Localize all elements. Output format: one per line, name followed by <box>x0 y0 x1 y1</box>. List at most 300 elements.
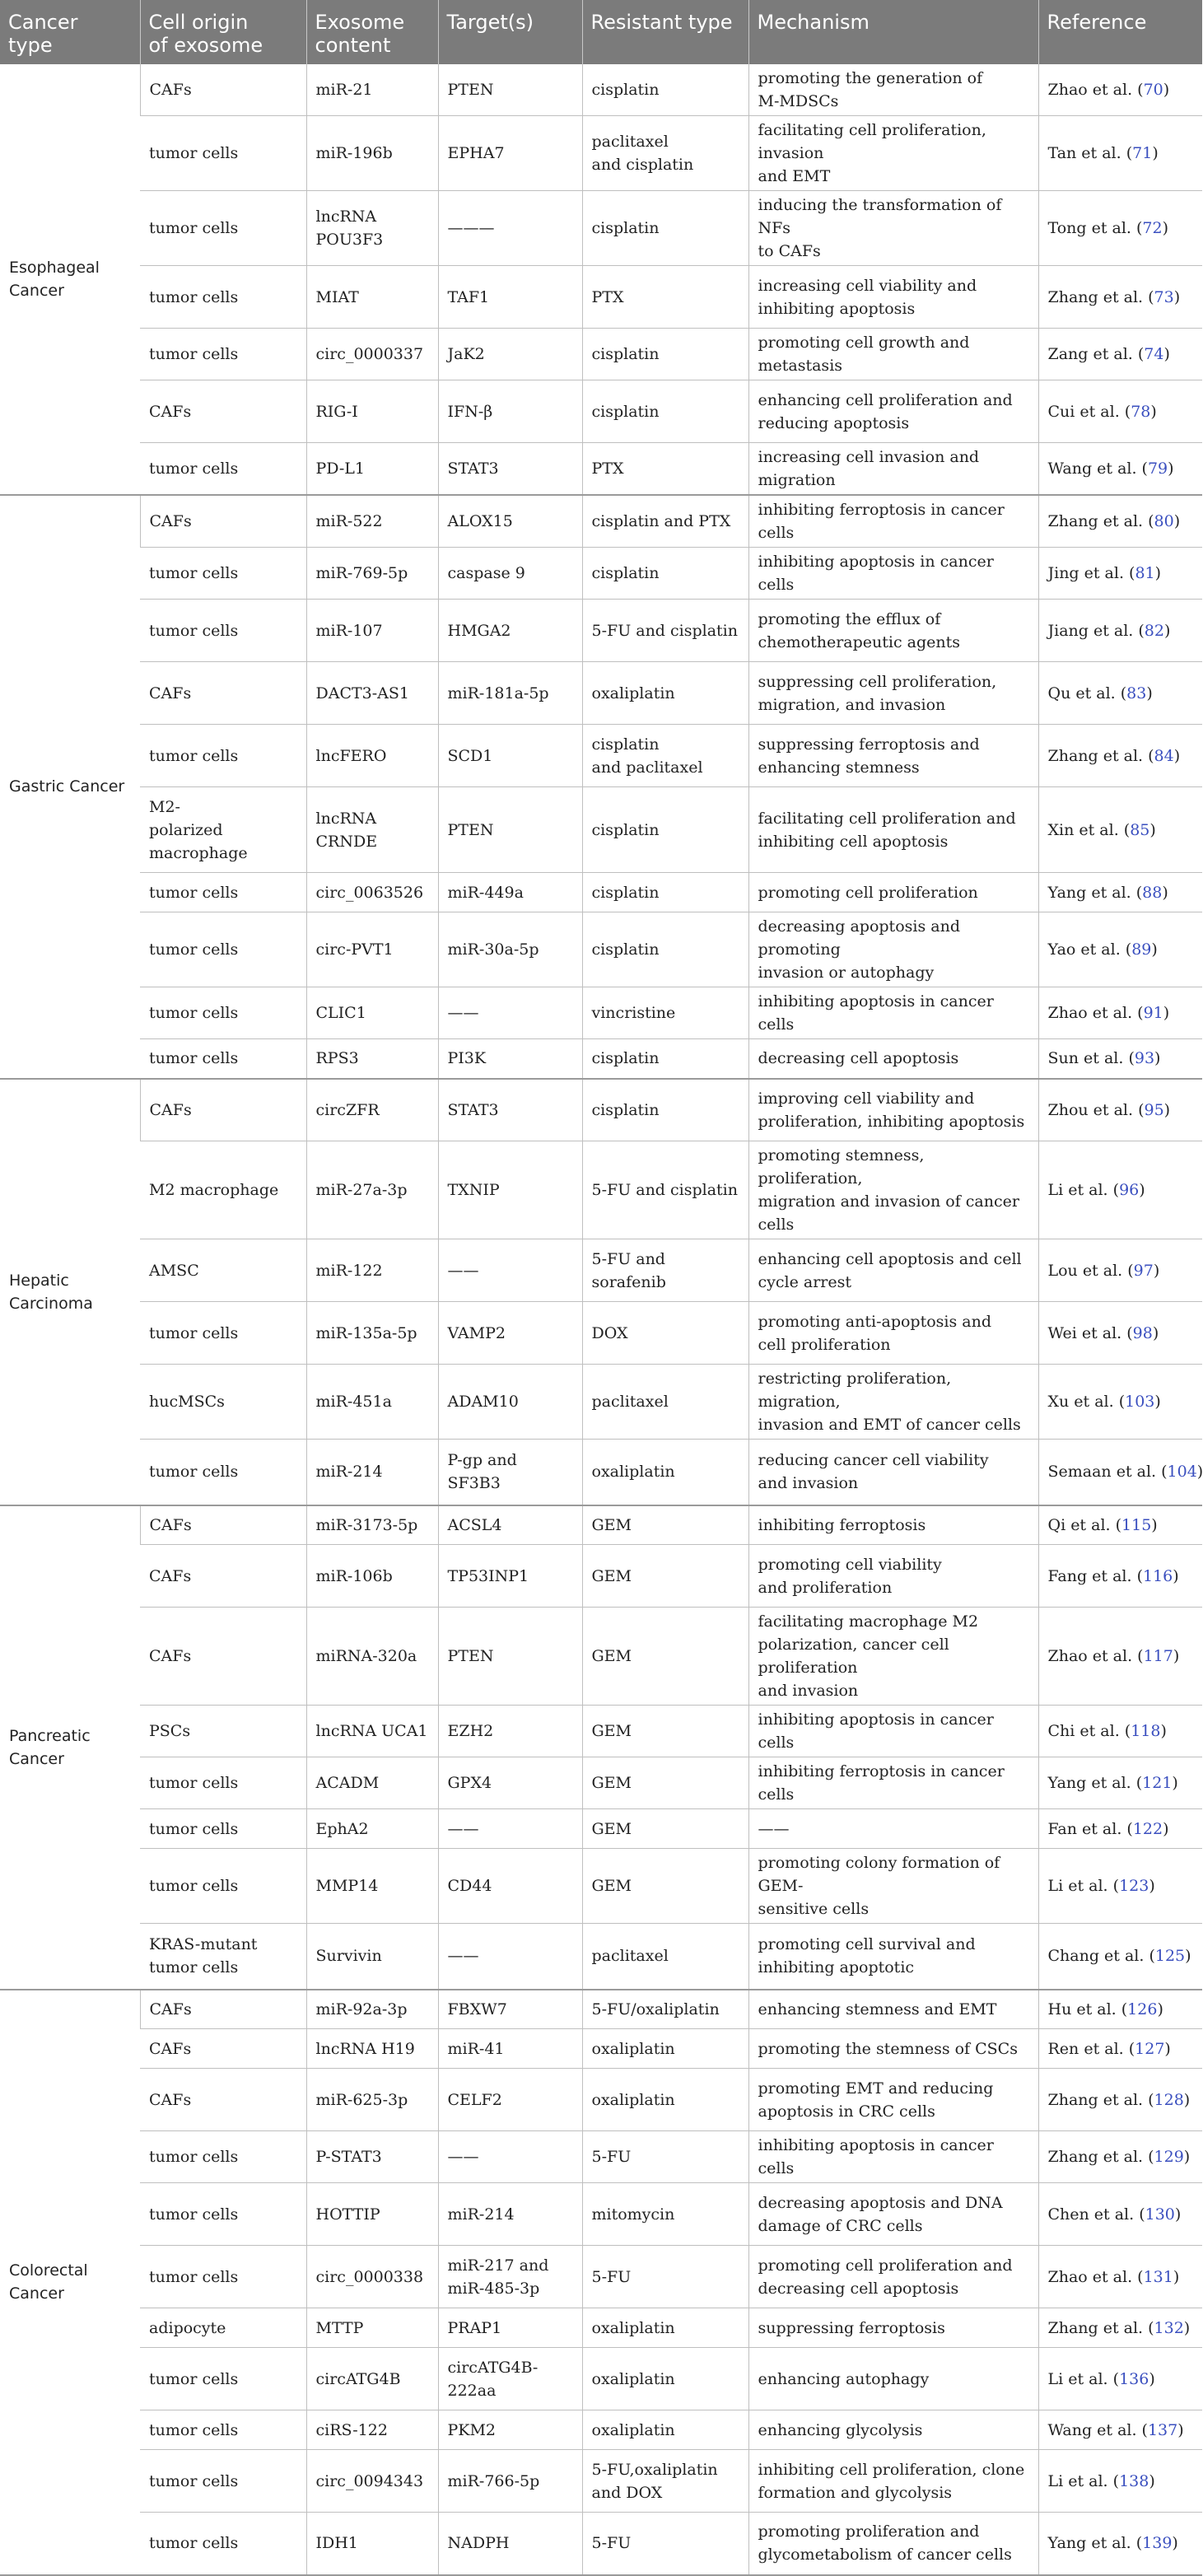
reference-author: Yang et al. <box>1048 2534 1131 2552</box>
resistant-type-cell: oxaliplatin <box>582 1440 748 1505</box>
resistant-type-cell: vincristine <box>582 987 748 1039</box>
resistant-type-cell: mitomycin <box>582 2183 748 2246</box>
reference-text: Yang et al. (121) <box>1048 1774 1178 1792</box>
reference-text: Li et al. (138) <box>1048 2472 1155 2490</box>
reference-cell <box>1038 1545 1202 1608</box>
reference-link[interactable]: 138 <box>1119 2472 1149 2490</box>
resistant-type-cell: PTX <box>582 443 748 496</box>
target-cell: ACSL4 <box>438 1505 582 1545</box>
reference-author: Cui et al. <box>1048 403 1120 421</box>
target-cell: —— <box>438 1924 582 1990</box>
mechanism-cell: improving cell viability and proliferation, inhibiting apoptosis <box>748 1079 1038 1141</box>
target-cell: PI3K <box>438 1039 582 1079</box>
reference-text: Jing et al. (81) <box>1048 564 1162 582</box>
reference-link[interactable]: 70 <box>1144 81 1163 99</box>
resistant-type-cell: 5-FU and sorafenib <box>582 1239 748 1302</box>
reference-link[interactable]: 125 <box>1155 1947 1185 1965</box>
exosome-content-cell: miR-135a-5p <box>306 1302 438 1365</box>
reference-text: Tan et al. (71) <box>1048 144 1159 162</box>
mechanism-cell: promoting proliferation and glycometabolism of cancer cells <box>748 2513 1038 2575</box>
reference-author: Zang et al. <box>1048 345 1133 363</box>
resistant-type-cell: 5-FU,oxaliplatin and DOX <box>582 2450 748 2513</box>
table-row <box>0 495 1202 548</box>
reference-cell <box>1038 380 1202 443</box>
table-row <box>0 1924 1202 1990</box>
header-cell-origin: Cell origin of exosome <box>140 0 306 64</box>
reference-link[interactable]: 78 <box>1131 403 1150 421</box>
reference-link[interactable]: 93 <box>1135 1049 1154 1067</box>
exosome-content-cell: miR-625-3p <box>306 2069 438 2131</box>
reference-text: Zhou et al. (95) <box>1048 1101 1171 1119</box>
table-row <box>0 380 1202 443</box>
table-row <box>0 2131 1202 2183</box>
mechanism-cell: suppressing cell proliferation, migration, and invasion <box>748 662 1038 725</box>
target-cell: PTEN <box>438 64 582 116</box>
cancer-type-cell: Esophageal Cancer <box>0 64 140 495</box>
reference-cell <box>1038 1141 1202 1239</box>
reference-link[interactable]: 80 <box>1154 512 1174 530</box>
target-cell: miR-449a <box>438 873 582 912</box>
reference-link[interactable]: 117 <box>1144 1647 1173 1665</box>
reference-author: Zhao et al. <box>1048 2268 1133 2286</box>
reference-text: Zhang et al. (129) <box>1048 2148 1191 2166</box>
reference-author: Li et al. <box>1048 2472 1108 2490</box>
target-cell: miR-41 <box>438 2029 582 2069</box>
header-exosome-content: Exosome content <box>306 0 438 64</box>
cell-origin-cell: tumor cells <box>140 725 306 787</box>
target-cell: miR-217 and miR-485-3p <box>438 2246 582 2308</box>
reference-text: Zhao et al. (131) <box>1048 2268 1180 2286</box>
target-cell: TP53INP1 <box>438 1545 582 1608</box>
cell-origin-cell: tumor cells <box>140 2183 306 2246</box>
cell-origin-cell: tumor cells <box>140 443 306 496</box>
table-row <box>0 1239 1202 1302</box>
reference-cell <box>1038 329 1202 380</box>
reference-author: Zhou et al. <box>1048 1101 1134 1119</box>
exosome-content-cell: miR-769-5p <box>306 548 438 600</box>
exosome-content-cell: miR-522 <box>306 495 438 548</box>
reference-author: Wei et al. <box>1048 1324 1122 1342</box>
target-cell: —— <box>438 2131 582 2183</box>
reference-link[interactable]: 91 <box>1144 1004 1163 1022</box>
reference-link[interactable]: 103 <box>1125 1393 1154 1411</box>
reference-link[interactable]: 89 <box>1131 940 1151 959</box>
table-row <box>0 725 1202 787</box>
resistant-type-cell: GEM <box>582 1706 748 1757</box>
table-row <box>0 2029 1202 2069</box>
reference-cell <box>1038 1302 1202 1365</box>
reference-text: Semaan et al. (104) <box>1048 1463 1203 1481</box>
reference-author: Ren et al. <box>1048 2040 1124 2058</box>
cell-origin-cell: tumor cells <box>140 1440 306 1505</box>
reference-link[interactable]: 88 <box>1142 884 1162 902</box>
reference-cell <box>1038 725 1202 787</box>
reference-text: Sun et al. (93) <box>1048 1049 1161 1067</box>
reference-text: Zhao et al. (91) <box>1048 1004 1170 1022</box>
reference-link[interactable]: 128 <box>1154 2091 1184 2109</box>
reference-text: Yang et al. (139) <box>1048 2534 1178 2552</box>
target-cell: IFN-β <box>438 380 582 443</box>
table-row <box>0 2410 1202 2450</box>
target-cell: miR-30a-5p <box>438 912 582 987</box>
resistant-type-cell: paclitaxel <box>582 1365 748 1440</box>
reference-author: Qi et al. <box>1048 1516 1111 1534</box>
cell-origin-cell: tumor cells <box>140 873 306 912</box>
resistant-type-cell: paclitaxel <box>582 1924 748 1990</box>
reference-link[interactable]: 104 <box>1168 1463 1197 1481</box>
reference-cell <box>1038 2069 1202 2131</box>
exosome-content-cell: RPS3 <box>306 1039 438 1079</box>
reference-text: Li et al. (96) <box>1048 1181 1145 1199</box>
cell-origin-cell: PSCs <box>140 1706 306 1757</box>
reference-link[interactable]: 137 <box>1148 2421 1177 2439</box>
reference-link[interactable]: 126 <box>1127 2000 1157 2018</box>
reference-link[interactable]: 85 <box>1130 821 1149 839</box>
resistant-type-cell: cisplatin <box>582 329 748 380</box>
reference-link[interactable]: 82 <box>1145 622 1164 640</box>
resistant-type-cell: GEM <box>582 1505 748 1545</box>
mechanism-cell: enhancing cell proliferation and reducing apoptosis <box>748 380 1038 443</box>
cell-origin-cell: CAFs <box>140 1505 306 1545</box>
table-row <box>0 1079 1202 1141</box>
target-cell: miR-766-5p <box>438 2450 582 2513</box>
exosome-content-cell: circ_0000338 <box>306 2246 438 2308</box>
reference-link[interactable]: 83 <box>1126 684 1146 702</box>
table-row <box>0 116 1202 191</box>
reference-link[interactable]: 116 <box>1143 1567 1173 1585</box>
reference-cell <box>1038 495 1202 548</box>
reference-cell <box>1038 1440 1202 1505</box>
reference-author: Tan et al. <box>1048 144 1121 162</box>
reference-text: Fang et al. (116) <box>1048 1567 1179 1585</box>
reference-author: Fang et al. <box>1048 1567 1132 1585</box>
reference-author: Tong et al. <box>1048 219 1131 237</box>
reference-text: Jiang et al. (82) <box>1048 622 1171 640</box>
table-row <box>0 662 1202 725</box>
reference-cell <box>1038 1924 1202 1990</box>
target-cell: CELF2 <box>438 2069 582 2131</box>
mechanism-cell: inhibiting apoptosis in cancer cells <box>748 987 1038 1039</box>
reference-link[interactable]: 72 <box>1142 219 1162 237</box>
mechanism-cell: suppressing ferroptosis and enhancing stemness <box>748 725 1038 787</box>
cell-origin-cell: CAFs <box>140 1545 306 1608</box>
resistant-type-cell: cisplatin <box>582 548 748 600</box>
cell-origin-cell: tumor cells <box>140 2131 306 2183</box>
exosome-content-cell: lncFERO <box>306 725 438 787</box>
target-cell: EZH2 <box>438 1706 582 1757</box>
mechanism-cell: —— <box>748 1809 1038 1849</box>
reference-author: Li et al. <box>1048 1181 1108 1199</box>
mechanism-cell: inhibiting apoptosis in cancer cells <box>748 2131 1038 2183</box>
reference-cell <box>1038 987 1202 1039</box>
target-cell: circATG4B- 222aa <box>438 2348 582 2410</box>
target-cell: miR-214 <box>438 2183 582 2246</box>
reference-cell <box>1038 1990 1202 2029</box>
cancer-type-cell: Colorectal Cancer <box>0 1990 140 2575</box>
reference-cell <box>1038 2308 1202 2348</box>
reference-text: Wei et al. (98) <box>1048 1324 1159 1342</box>
resistant-type-cell: oxaliplatin <box>582 2348 748 2410</box>
cell-origin-cell: AMSC <box>140 1239 306 1302</box>
reference-link[interactable]: 136 <box>1119 2370 1149 2388</box>
reference-author: Zhang et al. <box>1048 2319 1144 2337</box>
reference-link[interactable]: 73 <box>1154 288 1174 306</box>
reference-link[interactable]: 123 <box>1119 1877 1149 1895</box>
table-row <box>0 600 1202 662</box>
target-cell: EPHA7 <box>438 116 582 191</box>
reference-cell <box>1038 443 1202 496</box>
reference-link[interactable]: 127 <box>1135 2040 1164 2058</box>
resistant-type-cell: GEM <box>582 1757 748 1809</box>
target-cell: PTEN <box>438 787 582 873</box>
table-row <box>0 1141 1202 1239</box>
reference-text: Xu et al. (103) <box>1048 1393 1161 1411</box>
resistant-type-cell: cisplatin <box>582 1079 748 1141</box>
target-cell: —— <box>438 987 582 1039</box>
reference-link[interactable]: 96 <box>1119 1181 1139 1199</box>
cell-origin-cell: tumor cells <box>140 548 306 600</box>
exosome-content-cell: circATG4B <box>306 2348 438 2410</box>
table-row <box>0 1440 1202 1505</box>
reference-link[interactable]: 98 <box>1133 1324 1153 1342</box>
exosome-content-cell: miR-21 <box>306 64 438 116</box>
table-row <box>0 2069 1202 2131</box>
mechanism-cell: promoting cell proliferation <box>748 873 1038 912</box>
reference-link[interactable]: 132 <box>1154 2319 1184 2337</box>
reference-cell <box>1038 2029 1202 2069</box>
reference-text: Zhao et al. (117) <box>1048 1647 1180 1665</box>
table-row <box>0 64 1202 116</box>
reference-author: Semaan et al. <box>1048 1463 1157 1481</box>
reference-link[interactable]: 115 <box>1121 1516 1151 1534</box>
reference-cell <box>1038 1706 1202 1757</box>
mechanism-cell: increasing cell viability and inhibiting apoptosis <box>748 266 1038 329</box>
reference-cell <box>1038 2131 1202 2183</box>
reference-author: Wang et al. <box>1048 2421 1137 2439</box>
exosome-content-cell: circ_0063526 <box>306 873 438 912</box>
target-cell: ALOX15 <box>438 495 582 548</box>
mechanism-cell: enhancing cell apoptosis and cell cycle arrest <box>748 1239 1038 1302</box>
exosome-content-cell: CLIC1 <box>306 987 438 1039</box>
reference-text: Zhang et al. (73) <box>1048 288 1181 306</box>
reference-cell <box>1038 787 1202 873</box>
header-targets: Target(s) <box>438 0 582 64</box>
cell-origin-cell: CAFs <box>140 1990 306 2029</box>
mechanism-cell: decreasing cell apoptosis <box>748 1039 1038 1079</box>
exosome-content-cell: miR-106b <box>306 1545 438 1608</box>
reference-cell <box>1038 1505 1202 1545</box>
cell-origin-cell: tumor cells <box>140 2450 306 2513</box>
mechanism-cell: inhibiting ferroptosis in cancer cells <box>748 1757 1038 1809</box>
resistant-type-cell: 5-FU and cisplatin <box>582 600 748 662</box>
reference-cell <box>1038 1039 1202 1079</box>
reference-cell <box>1038 116 1202 191</box>
reference-cell <box>1038 1365 1202 1440</box>
mechanism-cell: inhibiting ferroptosis <box>748 1505 1038 1545</box>
target-cell: —— <box>438 1239 582 1302</box>
resistant-type-cell: DOX <box>582 1302 748 1365</box>
reference-author: Li et al. <box>1048 1877 1108 1895</box>
reference-author: Sun et al. <box>1048 1049 1124 1067</box>
target-cell: PRAP1 <box>438 2308 582 2348</box>
reference-author: Zhao et al. <box>1048 81 1133 99</box>
table-row <box>0 2308 1202 2348</box>
reference-text: Qi et al. (115) <box>1048 1516 1158 1534</box>
mechanism-cell: decreasing apoptosis and DNA damage of CRC cells <box>748 2183 1038 2246</box>
exosome-content-cell: MIAT <box>306 266 438 329</box>
reference-link[interactable]: 84 <box>1154 747 1174 765</box>
mechanism-cell: suppressing ferroptosis <box>748 2308 1038 2348</box>
exosome-content-cell: miR-214 <box>306 1440 438 1505</box>
resistant-type-cell: cisplatin <box>582 380 748 443</box>
table-row <box>0 1505 1202 1545</box>
mechanism-cell: promoting cell growth and metastasis <box>748 329 1038 380</box>
resistant-type-cell: PTX <box>582 266 748 329</box>
cell-origin-cell: CAFs <box>140 495 306 548</box>
target-cell: SCD1 <box>438 725 582 787</box>
reference-cell <box>1038 2450 1202 2513</box>
reference-cell <box>1038 2246 1202 2308</box>
cell-origin-cell: CAFs <box>140 2069 306 2131</box>
reference-cell <box>1038 1809 1202 1849</box>
mechanism-cell: promoting cell proliferation and decreasing cell apoptosis <box>748 2246 1038 2308</box>
reference-cell <box>1038 600 1202 662</box>
resistant-type-cell: cisplatin and PTX <box>582 495 748 548</box>
resistant-type-cell: 5-FU/oxaliplatin <box>582 1990 748 2029</box>
table-row <box>0 191 1202 266</box>
reference-link[interactable]: 97 <box>1134 1262 1154 1280</box>
mechanism-cell: inhibiting apoptosis in cancer cells <box>748 1706 1038 1757</box>
reference-author: Jing et al. <box>1048 564 1125 582</box>
mechanism-cell: inducing the transformation of NFs to CAFs <box>748 191 1038 266</box>
header-cancer-type: Cancer type <box>0 0 140 64</box>
reference-text: Tong et al. (72) <box>1048 219 1169 237</box>
exosome-content-cell: lncRNA CRNDE <box>306 787 438 873</box>
cancer-type-cell: Pancreatic Cancer <box>0 1505 140 1990</box>
mechanism-cell: inhibiting cell proliferation, clone formation and glycolysis <box>748 2450 1038 2513</box>
resistant-type-cell: oxaliplatin <box>582 662 748 725</box>
reference-text: Hu et al. (126) <box>1048 2000 1163 2018</box>
reference-link[interactable]: 121 <box>1142 1774 1172 1792</box>
table-row <box>0 1757 1202 1809</box>
resistant-type-cell: GEM <box>582 1809 748 1849</box>
reference-link[interactable]: 95 <box>1144 1101 1163 1119</box>
table-row <box>0 1608 1202 1706</box>
mechanism-cell: promoting colony formation of GEM- sensitive cells <box>748 1849 1038 1924</box>
reference-text: Ren et al. (127) <box>1048 2040 1171 2058</box>
exosome-content-cell: miR-92a-3p <box>306 1990 438 2029</box>
table-row <box>0 266 1202 329</box>
mechanism-cell: promoting EMT and reducing apoptosis in CRC cells <box>748 2069 1038 2131</box>
reference-author: Zhao et al. <box>1048 1004 1133 1022</box>
cell-origin-cell: tumor cells <box>140 1039 306 1079</box>
reference-author: Xu et al. <box>1048 1393 1114 1411</box>
mechanism-cell: promoting the efflux of chemotherapeutic agents <box>748 600 1038 662</box>
reference-text: Chi et al. (118) <box>1048 1722 1167 1740</box>
exosome-content-cell: miR-451a <box>306 1365 438 1440</box>
reference-link[interactable]: 139 <box>1142 2534 1172 2552</box>
reference-link[interactable]: 71 <box>1132 144 1152 162</box>
table-row <box>0 329 1202 380</box>
resistant-type-cell: GEM <box>582 1545 748 1608</box>
exosome-content-cell: miR-3173-5p <box>306 1505 438 1545</box>
mechanism-cell: facilitating cell proliferation, invasion and EMT <box>748 116 1038 191</box>
mechanism-cell: promoting cell survival and inhibiting apoptotic <box>748 1924 1038 1990</box>
table-row <box>0 443 1202 496</box>
cancer-type-cell: Gastric Cancer <box>0 495 140 1079</box>
mechanism-cell: decreasing apoptosis and promoting invasion or autophagy <box>748 912 1038 987</box>
reference-text: Zhang et al. (128) <box>1048 2091 1191 2109</box>
cell-origin-cell: tumor cells <box>140 912 306 987</box>
header-reference: Reference <box>1038 0 1202 64</box>
table-row <box>0 2183 1202 2246</box>
reference-cell <box>1038 1608 1202 1706</box>
reference-text: Chen et al. (130) <box>1048 2205 1182 2224</box>
exosome-content-cell: DACT3-AS1 <box>306 662 438 725</box>
table-row <box>0 1849 1202 1924</box>
table-row <box>0 2513 1202 2575</box>
cell-origin-cell: CAFs <box>140 662 306 725</box>
target-cell: GPX4 <box>438 1757 582 1809</box>
reference-cell <box>1038 548 1202 600</box>
target-cell: miR-181a-5p <box>438 662 582 725</box>
reference-text: Yang et al. (88) <box>1048 884 1168 902</box>
resistant-type-cell: GEM <box>582 1849 748 1924</box>
mechanism-cell: promoting the stemness of CSCs <box>748 2029 1038 2069</box>
reference-text: Wang et al. (79) <box>1048 460 1174 478</box>
mechanism-cell: facilitating macrophage M2 polarization, cancer cell proliferation and invasion <box>748 1608 1038 1706</box>
resistant-type-cell: 5-FU <box>582 2131 748 2183</box>
reference-text: Yao et al. (89) <box>1048 940 1158 959</box>
cell-origin-cell: tumor cells <box>140 2410 306 2450</box>
reference-link[interactable]: 74 <box>1144 345 1163 363</box>
table-row <box>0 873 1202 912</box>
resistant-type-cell: cisplatin <box>582 787 748 873</box>
resistant-type-cell: cisplatin <box>582 1039 748 1079</box>
table-row <box>0 2450 1202 2513</box>
resistant-type-cell: oxaliplatin <box>582 2410 748 2450</box>
reference-author: Jiang et al. <box>1048 622 1134 640</box>
cell-origin-cell: tumor cells <box>140 1757 306 1809</box>
table-row <box>0 1365 1202 1440</box>
target-cell: VAMP2 <box>438 1302 582 1365</box>
table-row <box>0 787 1202 873</box>
exosome-content-cell: lncRNA POU3F3 <box>306 191 438 266</box>
reference-author: Yao et al. <box>1048 940 1121 959</box>
target-cell: PKM2 <box>438 2410 582 2450</box>
reference-link[interactable]: 129 <box>1154 2148 1184 2166</box>
reference-text: Zhang et al. (80) <box>1048 512 1181 530</box>
reference-link[interactable]: 122 <box>1133 1820 1163 1838</box>
exosome-content-cell: circ_0000337 <box>306 329 438 380</box>
exosome-content-cell: lncRNA H19 <box>306 2029 438 2069</box>
reference-cell <box>1038 1239 1202 1302</box>
table-body <box>0 64 1202 2575</box>
target-cell: TAF1 <box>438 266 582 329</box>
resistant-type-cell: cisplatin and paclitaxel <box>582 725 748 787</box>
reference-link[interactable]: 131 <box>1144 2268 1173 2286</box>
target-cell: PTEN <box>438 1608 582 1706</box>
reference-link[interactable]: 79 <box>1148 460 1168 478</box>
exosome-content-cell: miR-122 <box>306 1239 438 1302</box>
reference-link[interactable]: 130 <box>1145 2205 1175 2224</box>
exosome-content-cell: IDH1 <box>306 2513 438 2575</box>
table-row <box>0 987 1202 1039</box>
cell-origin-cell: KRAS-mutant tumor cells <box>140 1924 306 1990</box>
mechanism-cell: inhibiting apoptosis in cancer cells <box>748 548 1038 600</box>
reference-link[interactable]: 81 <box>1135 564 1154 582</box>
reference-link[interactable]: 118 <box>1131 1722 1160 1740</box>
